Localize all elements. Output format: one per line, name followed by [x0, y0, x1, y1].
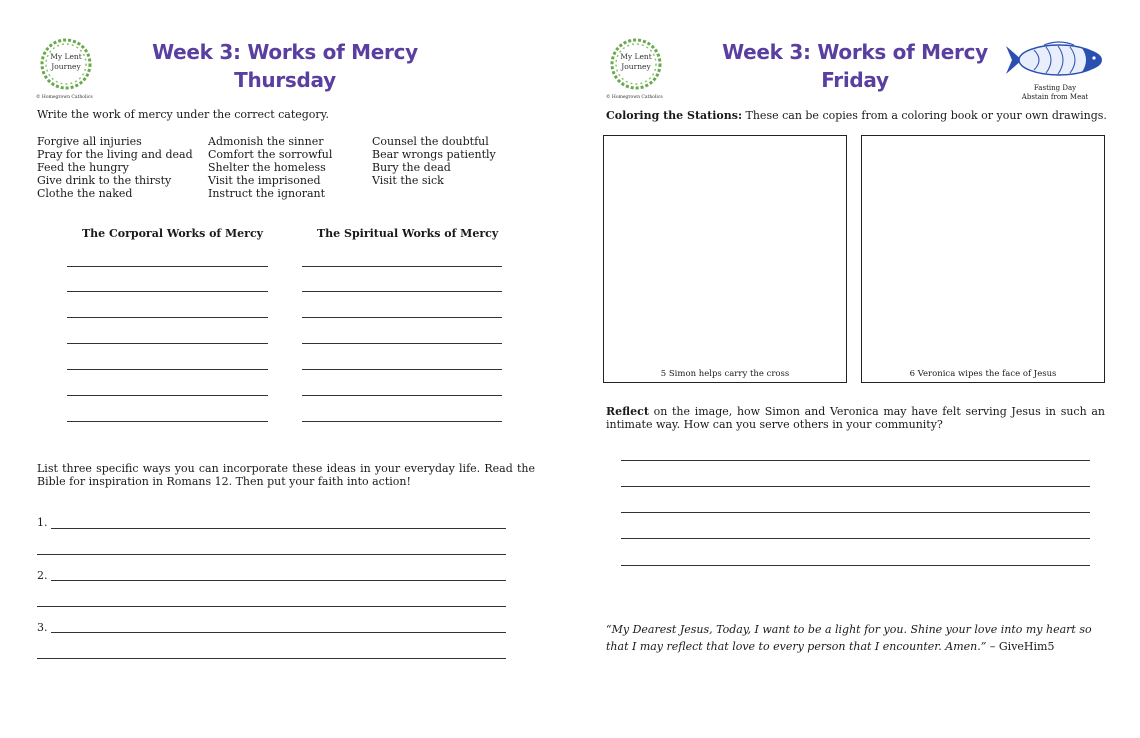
work-item: Give drink to the thirsty [37, 174, 172, 187]
logo-line2: Journey [621, 62, 651, 71]
page-title [720, 38, 990, 94]
logo-line2: Journey [51, 62, 81, 71]
list-number-2: 2. [37, 569, 48, 582]
work-item: Clothe the naked [37, 187, 133, 200]
page-title [150, 38, 420, 94]
spiritual-answer-line[interactable] [302, 421, 502, 422]
work-item: Feed the hungry [37, 161, 129, 174]
station-5-drawing-box[interactable] [603, 135, 847, 383]
corporal-answer-line[interactable] [67, 343, 268, 344]
title-day: Thursday [234, 68, 336, 92]
lent-journey-logo [604, 34, 668, 98]
fasting-day-label: Fasting Day [1033, 84, 1077, 92]
spiritual-header: The Spiritual Works of Mercy [317, 227, 499, 240]
logo-credit: © Homegrown Catholics [606, 95, 663, 100]
fish-icon [1004, 40, 1106, 80]
list-answer-line[interactable] [51, 580, 506, 581]
stations-instruction [606, 109, 1107, 122]
spiritual-answer-line[interactable] [302, 369, 502, 370]
spiritual-answer-line[interactable] [302, 395, 502, 396]
works-column-3 [372, 135, 496, 187]
reflect-answer-line[interactable] [621, 512, 1090, 513]
prayer-credit: – GiveHim5 [986, 640, 1055, 653]
list-answer-line[interactable] [37, 658, 506, 659]
reflect-label: Reflect [606, 405, 649, 418]
abstain-label: Abstain from Meat [1021, 92, 1089, 101]
spiritual-answer-line[interactable] [302, 266, 502, 267]
corporal-answer-line[interactable] [67, 317, 268, 318]
reflect-answer-line[interactable] [621, 565, 1090, 566]
work-item: Bury the dead [372, 161, 451, 174]
reflect-answer-line[interactable] [621, 460, 1090, 461]
spiritual-answer-line[interactable] [302, 343, 502, 344]
list-number-1: 1. [37, 516, 48, 529]
works-column-2 [208, 135, 332, 200]
spiritual-answer-line[interactable] [302, 317, 502, 318]
corporal-answer-line[interactable] [67, 395, 268, 396]
list-number-3: 3. [37, 621, 48, 634]
work-item: Forgive all injuries [37, 135, 142, 148]
closing-prayer [606, 621, 1106, 655]
logo-credit: © Homegrown Catholics [36, 95, 93, 100]
prayer-text: “My Dearest Jesus, Today, I want to be a light for you. Shine your love into my heart so that I may reflect that love to every person that I encounter. Amen.” [606, 623, 1092, 653]
title-day: Friday [821, 68, 889, 92]
work-item: Instruct the ignorant [208, 187, 326, 200]
reflect-answer-line[interactable] [621, 538, 1090, 539]
list-answer-line[interactable] [51, 632, 506, 633]
work-item: Visit the imprisoned [208, 174, 321, 187]
logo-line1: My Lent [620, 52, 652, 61]
works-column-1 [37, 135, 193, 200]
reflect-prompt [606, 405, 1105, 431]
station-5-caption: 5 Simon helps carry the cross [660, 369, 790, 379]
list-answer-line[interactable] [51, 528, 506, 529]
station-6-drawing-box[interactable] [861, 135, 1105, 383]
work-item: Counsel the doubtful [372, 135, 489, 148]
lent-journey-logo [34, 34, 98, 98]
title-line1: Week 3: Works of Mercy [152, 40, 418, 64]
spiritual-answer-line[interactable] [302, 291, 502, 292]
work-item: Visit the sick [372, 174, 444, 187]
instruction-text: Write the work of mercy under the correct category. [37, 108, 329, 121]
station-6-caption: 6 Veronica wipes the face of Jesus [909, 369, 1057, 379]
work-item: Admonish the sinner [208, 135, 324, 148]
work-item: Comfort the sorrowful [208, 148, 333, 161]
stations-label: Coloring the Stations: [606, 109, 743, 122]
corporal-answer-line[interactable] [67, 291, 268, 292]
work-item: Shelter the homeless [208, 161, 326, 174]
logo-line1: My Lent [50, 52, 82, 61]
corporal-answer-line[interactable] [67, 369, 268, 370]
reflect-answer-line[interactable] [621, 486, 1090, 487]
list-answer-line[interactable] [37, 554, 506, 555]
list-prompt: List three specific ways you can incorporate these ideas in your everyday life. Read the Bible for inspiration in Romans 12. Then put your faith into action! [37, 462, 535, 488]
fasting-badge [1004, 40, 1106, 101]
work-item: Bear wrongs patiently [372, 148, 496, 161]
corporal-header: The Corporal Works of Mercy [82, 227, 264, 240]
reflect-text: on the image, how Simon and Veronica may have felt serving Jesus in such an intimate way. How can you serve others in your community? [606, 405, 1105, 431]
work-item: Pray for the living and dead [37, 148, 193, 161]
corporal-answer-line[interactable] [67, 421, 268, 422]
list-answer-line[interactable] [37, 606, 506, 607]
corporal-answer-line[interactable] [67, 266, 268, 267]
title-line1: Week 3: Works of Mercy [722, 40, 988, 64]
stations-text: These can be copies from a coloring book or your own drawings. [742, 109, 1107, 122]
